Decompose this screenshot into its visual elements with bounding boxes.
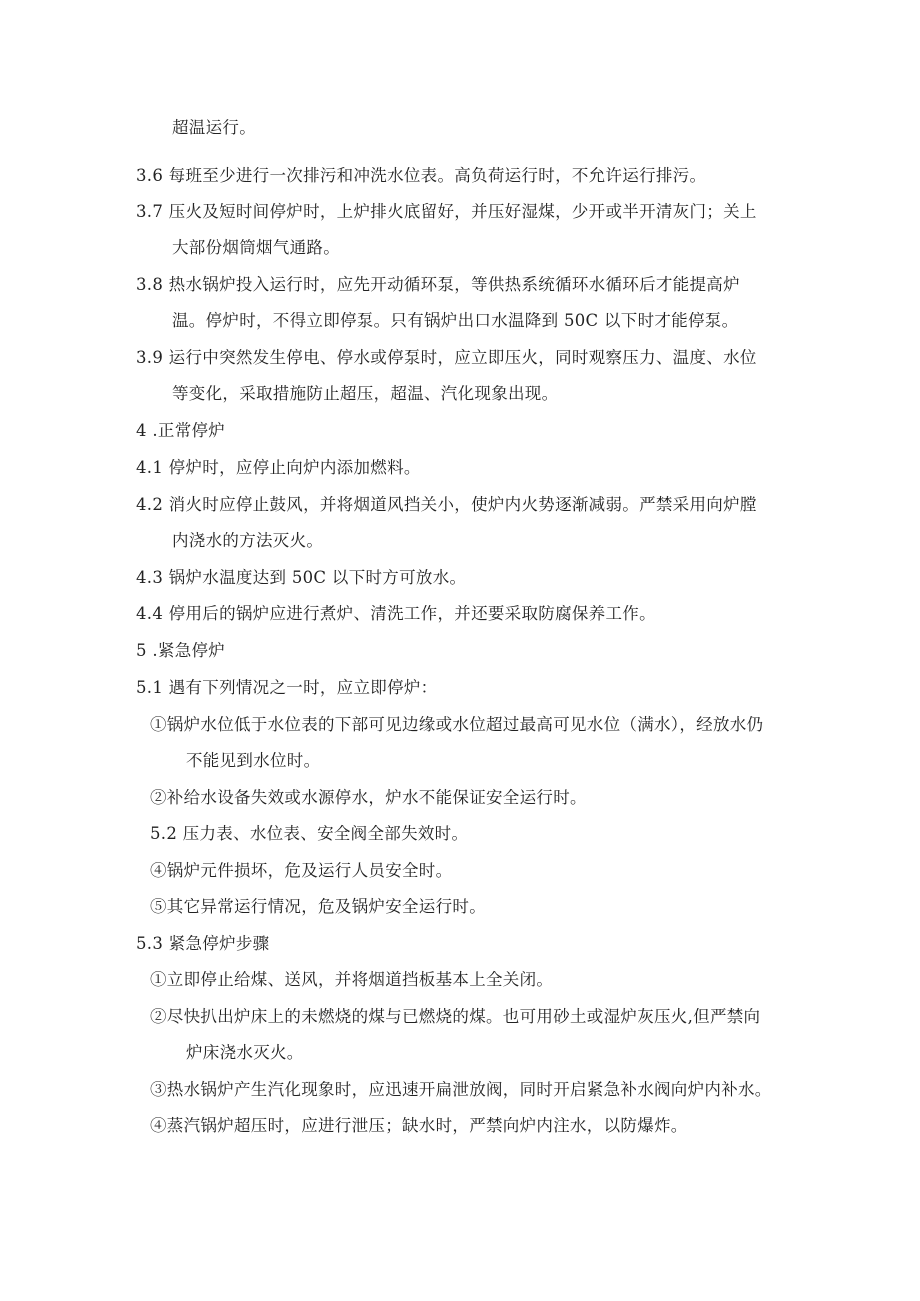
list-item-5-1-5: ⑤其它异常运行情况，危及锅炉安全运行时。 (150, 897, 486, 916)
list-item-5-3-3: ③热水锅炉产生汽化现象时，应迅速开扁泄放阀，同时开启紧急补水阀向炉内补水。 (150, 1080, 772, 1099)
text-line-4-1: 4.1 停炉时，应停止向炉内添加燃料。 (136, 458, 421, 477)
section-heading-5: 5 .紧急停炉 (136, 641, 226, 660)
text-line-5-3: 5.3 紧急停炉步骤 (136, 934, 270, 953)
text-line-3-8: 3.8 热水锅炉投入运行时，应先开动循环泵，等供热系统循环水循环后才能提高炉 (136, 275, 740, 294)
text-line-3-7-cont: 大部份烟筒烟气通路。 (172, 238, 340, 257)
list-item-5-3-1: ①立即停止给煤、送风，并将烟道挡板基本上全关闭。 (150, 970, 554, 989)
list-item-5-1-4: ④锅炉元件损坏，危及运行人员安全时。 (150, 861, 453, 880)
text-line-5-2: 5.2 压力表、水位表、安全阀全部失效时。 (150, 824, 469, 843)
list-item-5-1-2: ②补给水设备失效或水源停水，炉水不能保证安全运行时。 (150, 788, 587, 807)
text-line-4-2: 4.2 消火时应停止鼓风，并将烟道风挡关小，使炉内火势逐渐减弱。严禁采用向炉膛 (136, 495, 757, 514)
text-line-5-1: 5.1 遇有下列情况之一时，应立即停炉： (136, 678, 438, 697)
text-line-3-6: 3.6 每班至少进行一次排污和冲洗水位表。高负荷运行时，不允许运行排污。 (136, 166, 707, 185)
text-line-3-9: 3.9 运行中突然发生停电、停水或停泵时，应立即压火，同时观察压力、温度、水位 (136, 348, 757, 367)
text-line-continuation-3-5: 超温运行。 (172, 118, 256, 137)
text-line-3-8-cont: 温。停炉时，不得立即停泵。只有锅炉出口水温降到 50C 以下时才能停泵。 (172, 311, 739, 330)
list-item-5-1-1-cont: 不能见到水位时。 (186, 751, 321, 770)
text-line-4-3: 4.3 锅炉水温度达到 50C 以下时方可放水。 (136, 568, 467, 587)
list-item-5-3-4: ④蒸汽锅炉超压时，应进行泄压；缺水时，严禁向炉内注水，以防爆炸。 (150, 1116, 688, 1135)
text-line-4-2-cont: 内浇水的方法灭火。 (172, 531, 324, 550)
text-line-4-4: 4.4 停用后的锅炉应进行煮炉、清洗工作，并还要采取防腐保养工作。 (136, 604, 656, 623)
section-heading-4: 4 .正常停炉 (136, 421, 226, 440)
text-line-3-9-cont: 等变化，采取措施防止超压，超温、汽化现象出现。 (172, 384, 559, 403)
list-item-5-3-2-cont: 炉床浇水灭火。 (186, 1043, 304, 1062)
list-item-5-3-2: ②尽快扒出炉床上的未燃烧的煤与已燃烧的煤。也可用砂土或湿炉灰压火,但严禁向 (150, 1007, 761, 1026)
list-item-5-1-1: ①锅炉水位低于水位表的下部可见边缘或水位超过最高可见水位（满水），经放水仍 (150, 715, 764, 734)
text-line-3-7: 3.7 压火及短时间停炉时，上炉排火底留好，并压好湿煤，少开或半开清灰门；关上 (136, 202, 757, 221)
